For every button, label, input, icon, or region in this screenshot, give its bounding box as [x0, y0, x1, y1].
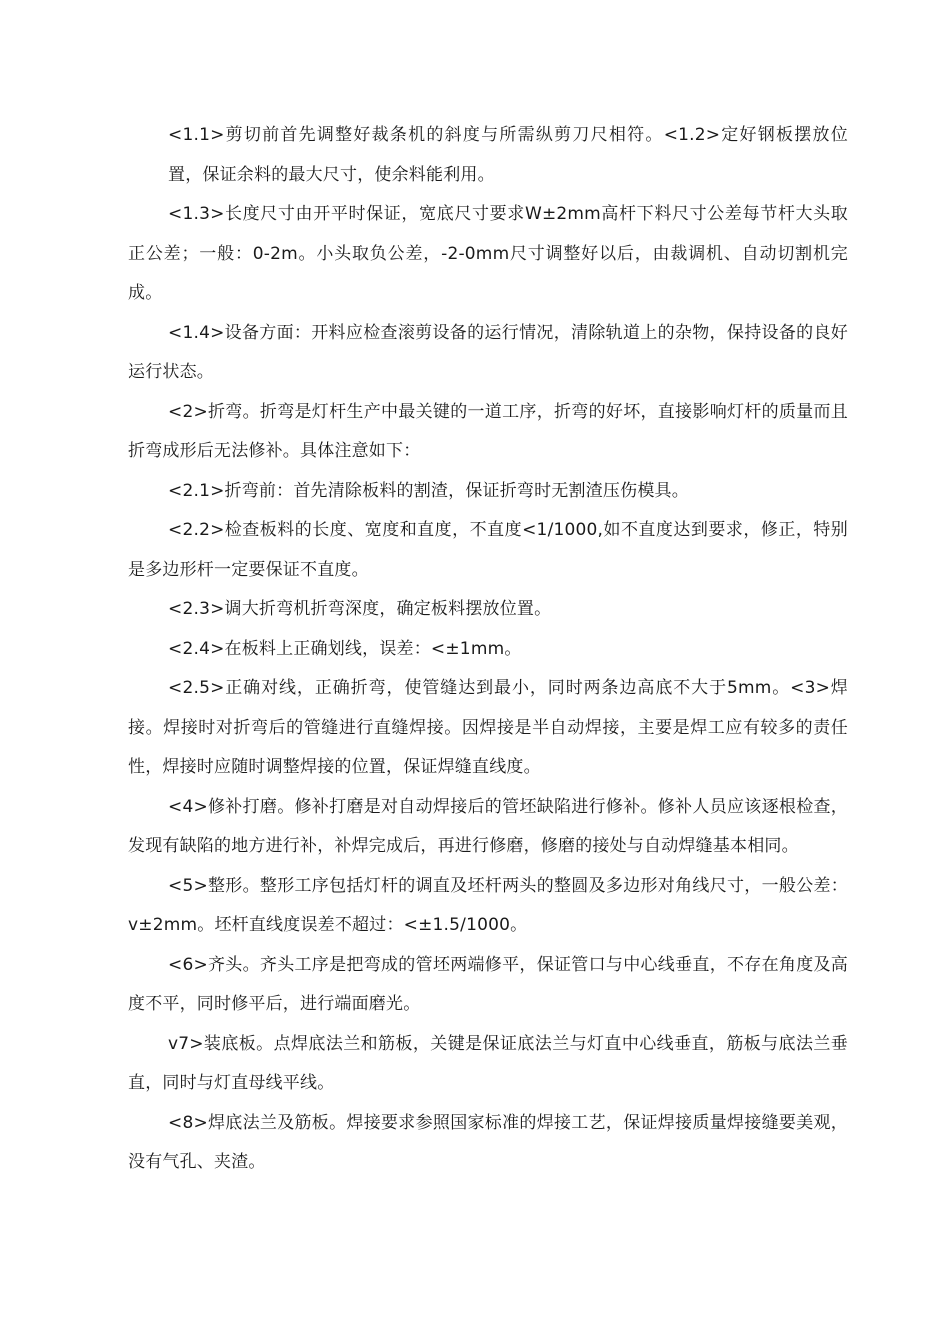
- paragraph-4: <4>修补打磨。修补打磨是对自动焊接后的管坯缺陷进行修补。修补人员应该逐根检查，发现有缺陷的地方进行补，补焊完成后，再进行修磨，修磨的接处与自动焊缝基本相同。: [128, 796, 848, 856]
- paragraph-2-2: <2.2>检查板料的长度、宽度和直度，不直度<1/1000,如不直度达到要求，修正，特别是多边形杆一定要保证不直度。: [128, 520, 848, 580]
- paragraph-1-1: <1.1>剪切前首先调整好裁条机的斜度与所需纵剪刀尺相符。<1.2>定好钢板摆放位置，保证余料的最大尺寸，使余料能利用。: [168, 125, 848, 185]
- paragraph-2: <2>折弯。折弯是灯杆生产中最关键的一道工序，折弯的好坏，直接影响灯杆的质量而且折弯成形后无法修补。具体注意如下：: [128, 401, 848, 461]
- paragraph-2-4: <2.4>在板料上正确划线，误差：<±1mm。: [168, 638, 522, 659]
- paragraph-2-5: <2.5>正确对线，正确折弯，使管缝达到最小，同时两条边高底不大于5mm。<3>焊接。焊接时对折弯后的管缝进行直缝焊接。因焊接是半自动焊接，主要是焊工应有较多的责任性，焊接时应随时调整焊接的位置，保证焊缝直线度。: [128, 678, 848, 777]
- paragraph-8: <8>焊底法兰及筋板。焊接要求参照国家标准的焊接工艺，保证焊接质量焊接缝要美观，没有气孔、夹渣。: [128, 1112, 848, 1172]
- paragraph-6: <6>齐头。齐头工序是把弯成的管坯两端修平，保证管口与中心线垂直，不存在角度及高度不平，同时修平后，进行端面磨光。: [128, 954, 848, 1014]
- document-body: [128, 116, 848, 1183]
- paragraph-1-4: <1.4>设备方面：开料应检查滚剪设备的运行情况，清除轨道上的杂物，保持设备的良好运行状态。: [128, 322, 848, 382]
- paragraph-2-3: <2.3>调大折弯机折弯深度，确定板料摆放位置。: [168, 599, 552, 619]
- paragraph-7: v7>装底板。点焊底法兰和筋板，关键是保证底法兰与灯直中心线垂直，筋板与底法兰垂直，同时与灯直母线平线。: [128, 1033, 848, 1093]
- paragraph-1-3: <1.3>长度尺寸由开平时保证，宽底尺寸要求W±2mm高杆下料尺寸公差每节杆大头取正公差；一般：0-2m。小头取负公差，-2-0mm尺寸调整好以后，由裁调机、自动切割机完成。: [128, 204, 848, 303]
- paragraph-2-1: <2.1>折弯前：首先清除板料的割渣，保证折弯时无割渣压伤模具。: [168, 480, 689, 501]
- paragraph-5: <5>整形。整形工序包括灯杆的调直及坯杆两头的整圆及多边形对角线尺寸，一般公差：v±2mm。坯杆直线度误差不超过：<±1.5/1000。: [128, 875, 848, 935]
